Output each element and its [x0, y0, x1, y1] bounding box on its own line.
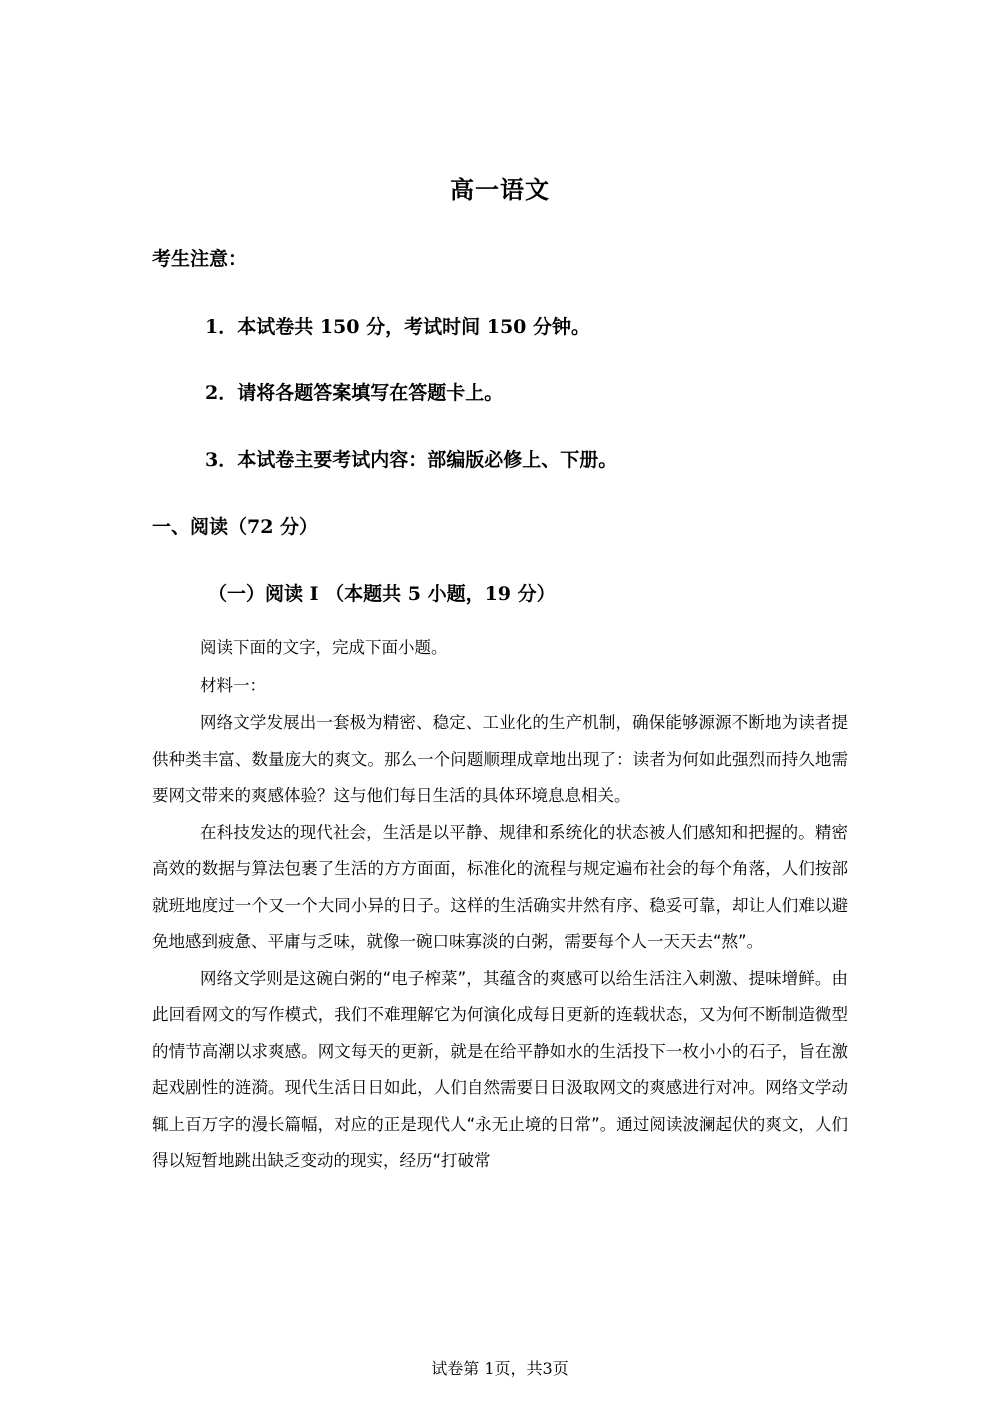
- notice-item: 1．本试卷共 150 分，考试时间 150 分钟。: [205, 316, 591, 338]
- page-title: 高一语文: [450, 175, 550, 204]
- notice-item: 3．本试卷主要考试内容：部编版必修上、下册。: [205, 449, 618, 471]
- notice-heading: 考生注意：: [152, 248, 248, 270]
- material-label: 材料一：: [200, 676, 266, 695]
- reading-passage: [152, 705, 848, 1180]
- section-heading: 一、阅读（72 分）: [152, 516, 319, 538]
- notice-item: 2．请将各题答案填写在答题卡上。: [205, 382, 504, 404]
- subsection-heading: （一）阅读 I （本题共 5 小题，19 分）: [208, 583, 556, 605]
- passage-paragraph: 在科技发达的现代社会，生活是以平静、规律和系统化的状态被人们感知和把握的。精密高效的数据与算法包裹了生活的方方面面，标准化的流程与规定遍布社会的每个角落，人们按部就班地度过一个又一个大同小异的日子。这样的生活确实井然有序、稳妥可靠，却让人们难以避免地感到疲惫、平庸与乏味，就像一碗口味寡淡的白粥，需要每个人一天天去“熬”。: [152, 822, 848, 951]
- passage-paragraph: 网络文学则是这碗白粥的“电子榨菜”，其蕴含的爽感可以给生活注入刺激、提味增鲜。由此回看网文的写作模式，我们不难理解它为何演化成每日更新的连载状态，又为何不断制造微型的情节高潮以求爽感。网文每天的更新，就是在给平静如水的生活投下一枚小小的石子，旨在激起戏剧性的涟漪。现代生活日日如此，人们自然需要日日汲取网文的爽感进行对冲。网络文学动辄上百万字的漫长篇幅，对应的正是现代人“永无止境的日常”。通过阅读波澜起伏的爽文，人们得以短暂地跳出缺乏变动的现实，经历“打破常: [152, 968, 848, 1170]
- reading-instruction: 阅读下面的文字，完成下面小题。: [200, 638, 448, 657]
- page-footer: 试卷第 1页，共3页: [431, 1359, 569, 1378]
- passage-paragraph: 网络文学发展出一套极为精密、稳定、工业化的生产机制，确保能够源源不断地为读者提供种类丰富、数量庞大的爽文。那么一个问题顺理成章地出现了：读者为何如此强烈而持久地需要网文带来的爽感体验？这与他们每日生活的具体环境息息相关。: [152, 713, 848, 805]
